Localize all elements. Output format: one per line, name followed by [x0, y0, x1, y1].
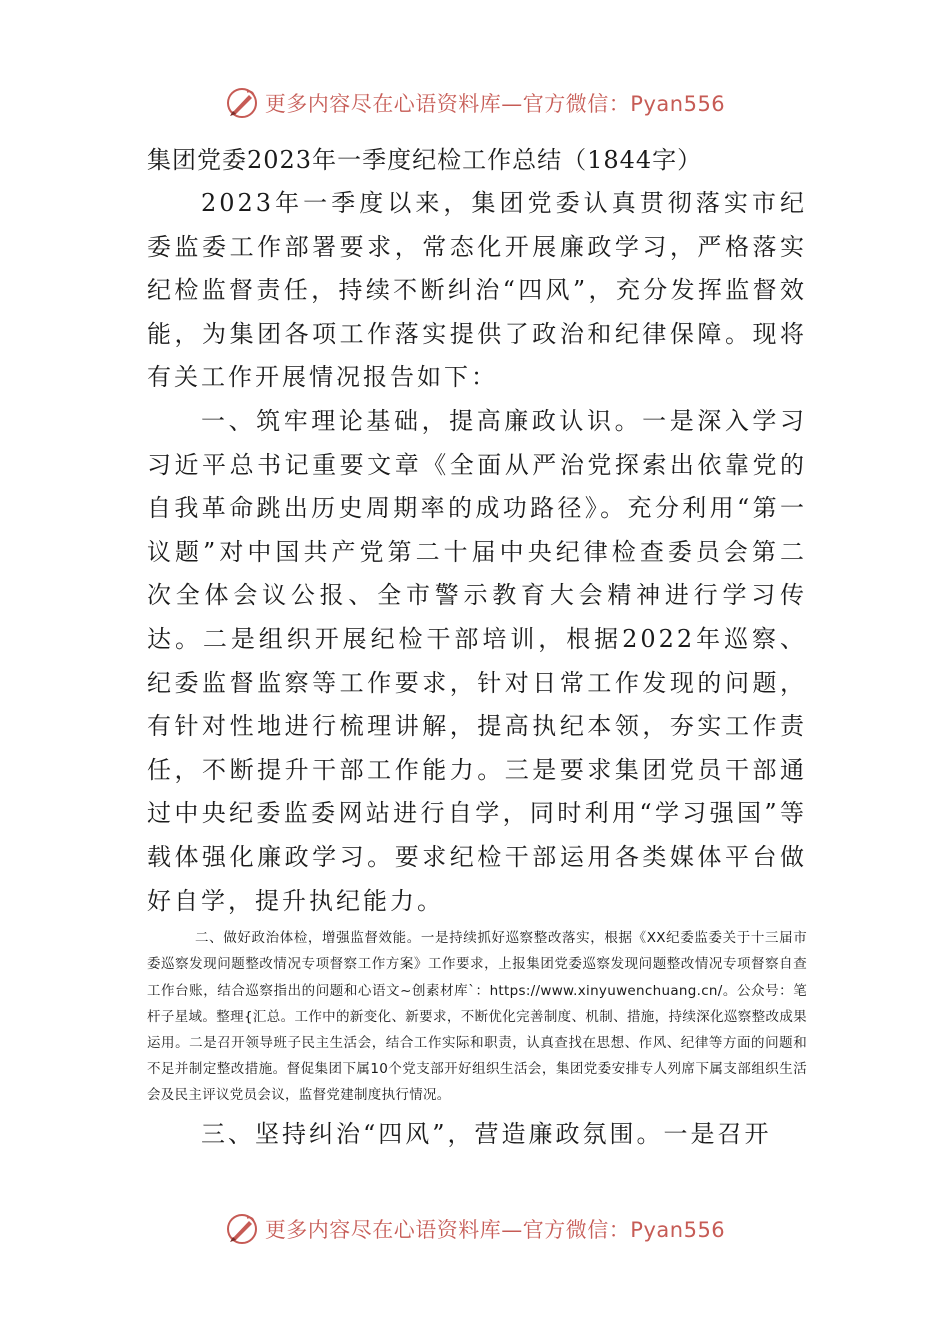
- intro-paragraph: 2023年一季度以来，集团党委认真贯彻落实市纪委监委工作部署要求，常态化开展廉政学习，严格落实纪检监督责任，持续不断纠治“四风”，充分发挥监督效能，为集团各项工作落实提供了政治和纪律保障。现将有关工作开展情况报告如下：: [147, 189, 807, 392]
- pen-logo-icon: [225, 1212, 259, 1246]
- section-1-paragraph: 一、筑牢理论基础，提高廉政认识。一是深入学习习近平总书记重要文章《全面从严治党探索出依靠党的自我革命跳出历史周期率的成功路径》。充分利用“第一议题”对中国共产党第二十届中央纪律检查委员会第二次全体会议公报、全市警示教育大会精神进行学习传达。二是组织开展纪检干部培训，根据2022年巡察、纪委监督监察等工作要求，针对日常工作发现的问题，有针对性地进行梳理讲解，提高执纪本领，夯实工作责任，不断提升干部工作能力。三是要求集团党员干部通过中央纪委监委网站进行自学，同时利用“学习强国”等载体强化廉政学习。要求纪检干部运用各类媒体平台做好自学，提升执纪能力。: [147, 406, 807, 915]
- section-3-paragraph: 三、坚持纠治“四风”，营造廉政氛围。一是召开: [201, 1119, 772, 1148]
- document-title: 集团党委2023年一季度纪检工作总结（1844字）: [147, 146, 703, 174]
- header-banner-text: 更多内容尽在心语资料库—官方微信：Pyan556: [264, 92, 726, 116]
- header-banner: [0, 80, 950, 126]
- section-2-paragraph: 二、做好政治体检，增强监督效能。一是持续抓好巡察整改落实，根据《XX纪委监委关于十三届市委巡察发现问题整改情况专项督察工作方案》工作要求，上报集团党委巡察发现问题整改情况专项督察自查工作台账，结合巡察指出的问题和心语文~创素材库`：https://www.xinyuwenchuang.cn/。公众号：笔杆子星域。整理{汇总。工作中的新变化、新要求，不断优化完善制度、机制、措施，持续深化巡察整改成果运用。二是召开领导班子民主生活会，结合工作实际和职责，认真查找在思想、作风、纪律等方面的问题和不足并制定整改措施。督促集团下属10个党支部开好组织生活会，集团党委安排专人列席下属支部组织生活会及民主评议党员会议，监督党建制度执行情况。: [147, 930, 807, 1104]
- footer-banner-text: 更多内容尽在心语资料库—官方微信：Pyan556: [264, 1218, 726, 1242]
- document-body: [147, 138, 807, 1156]
- pen-logo-icon: [225, 86, 259, 120]
- footer-banner: [0, 1206, 950, 1252]
